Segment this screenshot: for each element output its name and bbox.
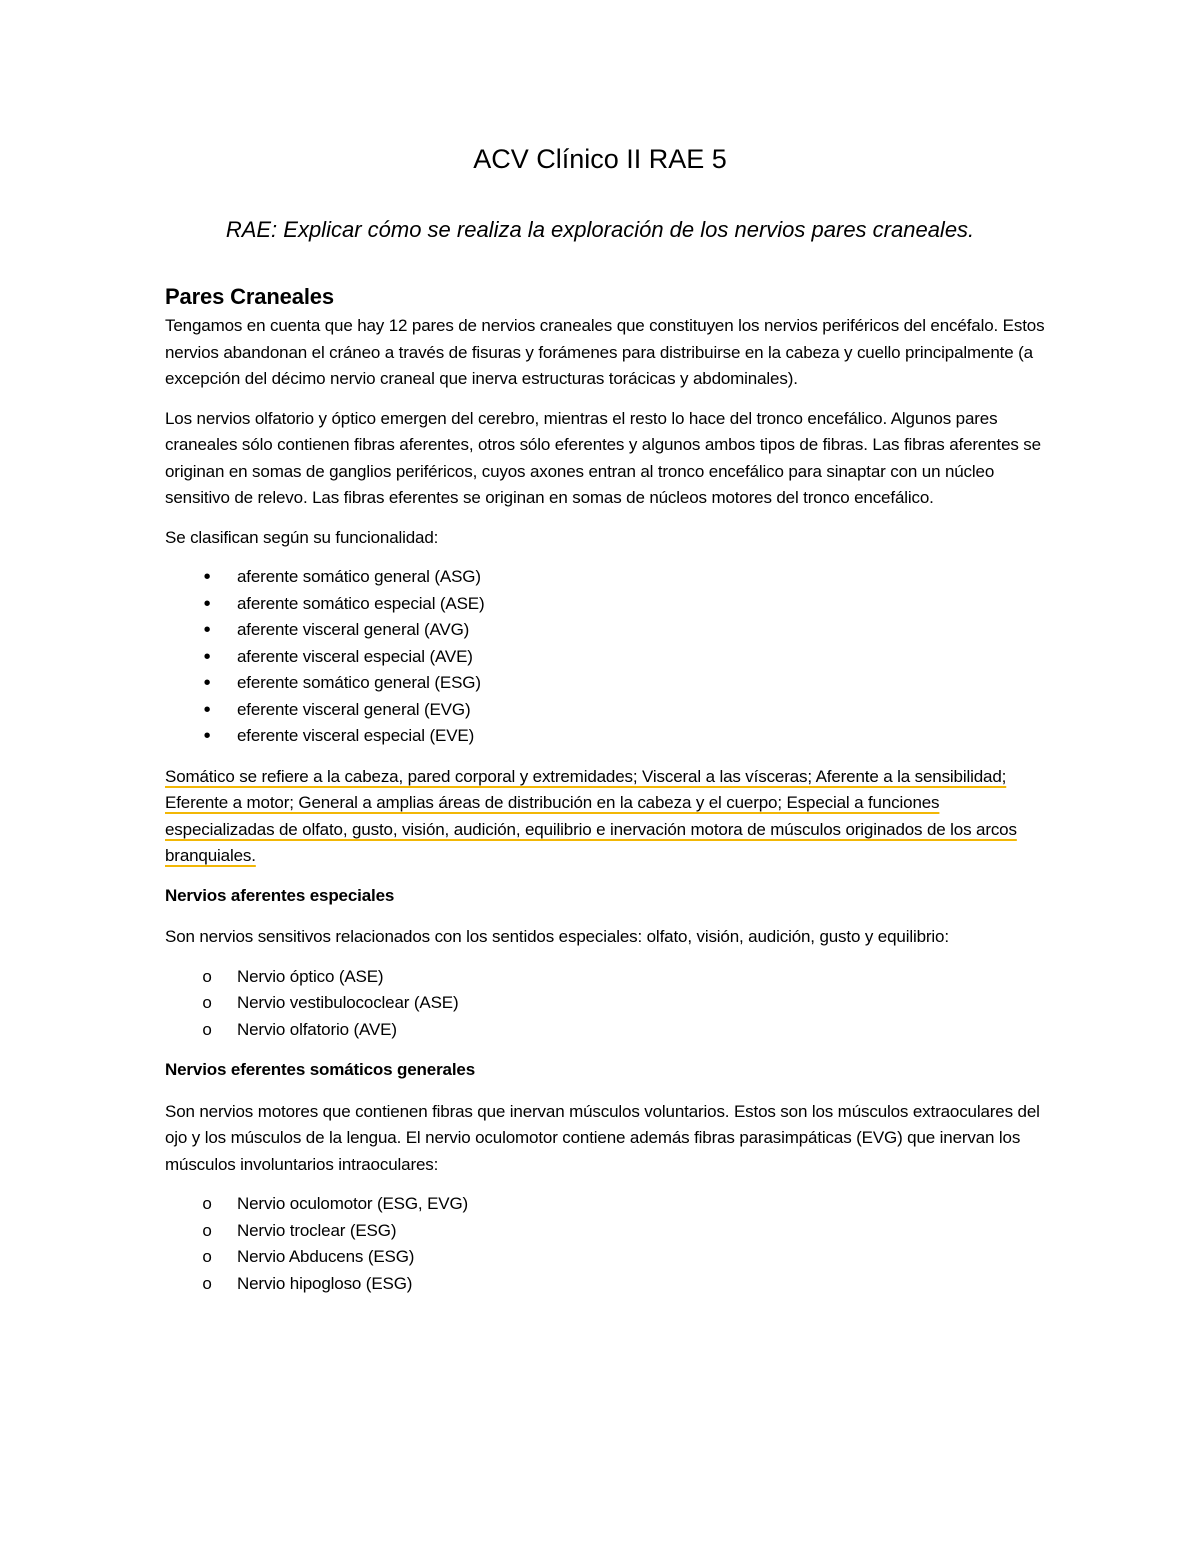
list-item: • eferente visceral general (EVG) <box>165 697 1045 724</box>
document-title: ACV Clínico II RAE 5 <box>473 144 727 174</box>
list-item: o Nervio Abducens (ESG) <box>165 1244 1045 1271</box>
special-afferent-text: Son nervios sensitivos relacionados con los sentidos especiales: olfato, visión, audición, gusto y equilibrio: <box>165 927 949 946</box>
list-item: • aferente somático especial (ASE) <box>165 591 1045 618</box>
list-item: o Nervio óptico (ASE) <box>165 964 1045 991</box>
bullet-icon: • <box>203 645 211 668</box>
general-somatic-efferent-heading: Nervios eferentes somáticos generales <box>165 1060 476 1079</box>
classification-intro: Se clasifican según su funcionalidad: <box>165 527 439 547</box>
paragraph-intro: Tengamos en cuenta que hay 12 pares de nervios craneales que constituyen los nervios periféricos del encéfalo. Estos nervios abandonan el cráneo a través de fisuras y forámenes para distribuirse en la cabeza y cuello principalmente (a excepción del décimo nervio craneal que inerva estructuras torácicas y abdominales). <box>165 316 1045 388</box>
section-heading: Pares Craneales <box>165 284 334 309</box>
circle-bullet-icon: o <box>202 1019 212 1039</box>
special-afferent-list <box>165 964 1045 1044</box>
list-item: • eferente somático general (ESG) <box>165 670 1045 697</box>
paragraph-origin: Los nervios olfatorio y óptico emergen del cerebro, mientras el resto lo hace del tronco encefálico. Algunos pares craneales sólo contienen fibras aferentes, otros sólo eferentes y algunos ambos tipos de fibras. Las fibras aferentes se originan en somas de ganglios periféricos, cuyos axones entran al tronco encefálico para sinaptar con un núcleo sensitivo de relevo. Las fibras eferentes se originan en somas de núcleos motores del tronco encefálico. <box>165 408 1041 507</box>
document-subtitle: RAE: Explicar cómo se realiza la exploración de los nervios pares craneales. <box>225 217 975 242</box>
circle-bullet-icon: o <box>202 1220 212 1240</box>
circle-bullet-icon: o <box>202 993 212 1012</box>
circle-bullet-icon: o <box>202 1194 212 1213</box>
bullet-icon: • <box>203 698 211 721</box>
list-item: o Nervio troclear (ESG) <box>165 1218 1045 1245</box>
bullet-icon: • <box>203 725 211 747</box>
list-item: o Nervio oculomotor (ESG, EVG) <box>165 1191 1045 1218</box>
bullet-icon: • <box>203 592 211 615</box>
list-item: • eferente visceral especial (EVE) <box>165 723 1045 750</box>
list-item: • aferente visceral general (AVG) <box>165 617 1045 644</box>
bullet-icon: • <box>203 566 211 588</box>
special-afferent-heading: Nervios aferentes especiales <box>165 885 395 905</box>
list-item: • aferente somático general (ASG) <box>165 564 1045 591</box>
bullet-icon: • <box>203 672 211 694</box>
general-somatic-efferent-text: Son nervios motores que contienen fibras que inervan músculos voluntarios. Estos son los músculos extraoculares del ojo y los músculos de la lengua. El nervio oculomotor contiene además fibras parasimpáticas (EVG) que inervan los músculos involuntarios intraoculares: <box>165 1101 1040 1174</box>
document-body <box>165 282 1045 1311</box>
highlighted-text: Somático se refiere a la cabeza, pared corporal y extremidades; Visceral a las vísceras; Aferente a la sensibilidad; Eferente a motor; General a amplias áreas de distribución en la cabeza y el cuerpo; Especial a funciones especializadas de olfato, gusto, visión, audición, equilibrio e inervación motora de músculos originados de los arcos branquiales. <box>165 766 1017 865</box>
list-item: o Nervio olfatorio (AVE) <box>165 1017 1045 1044</box>
highlighted-paragraph <box>165 764 1045 870</box>
list-item: o Nervio hipogloso (ESG) <box>165 1271 1045 1298</box>
general-somatic-efferent-list <box>165 1191 1045 1297</box>
circle-bullet-icon: o <box>202 1247 212 1266</box>
circle-bullet-icon: o <box>202 1273 212 1293</box>
list-item: • aferente visceral especial (AVE) <box>165 644 1045 671</box>
circle-bullet-icon: o <box>202 966 212 986</box>
classification-list <box>165 564 1045 750</box>
bullet-icon: • <box>203 619 211 641</box>
list-item: o Nervio vestibulococlear (ASE) <box>165 990 1045 1017</box>
